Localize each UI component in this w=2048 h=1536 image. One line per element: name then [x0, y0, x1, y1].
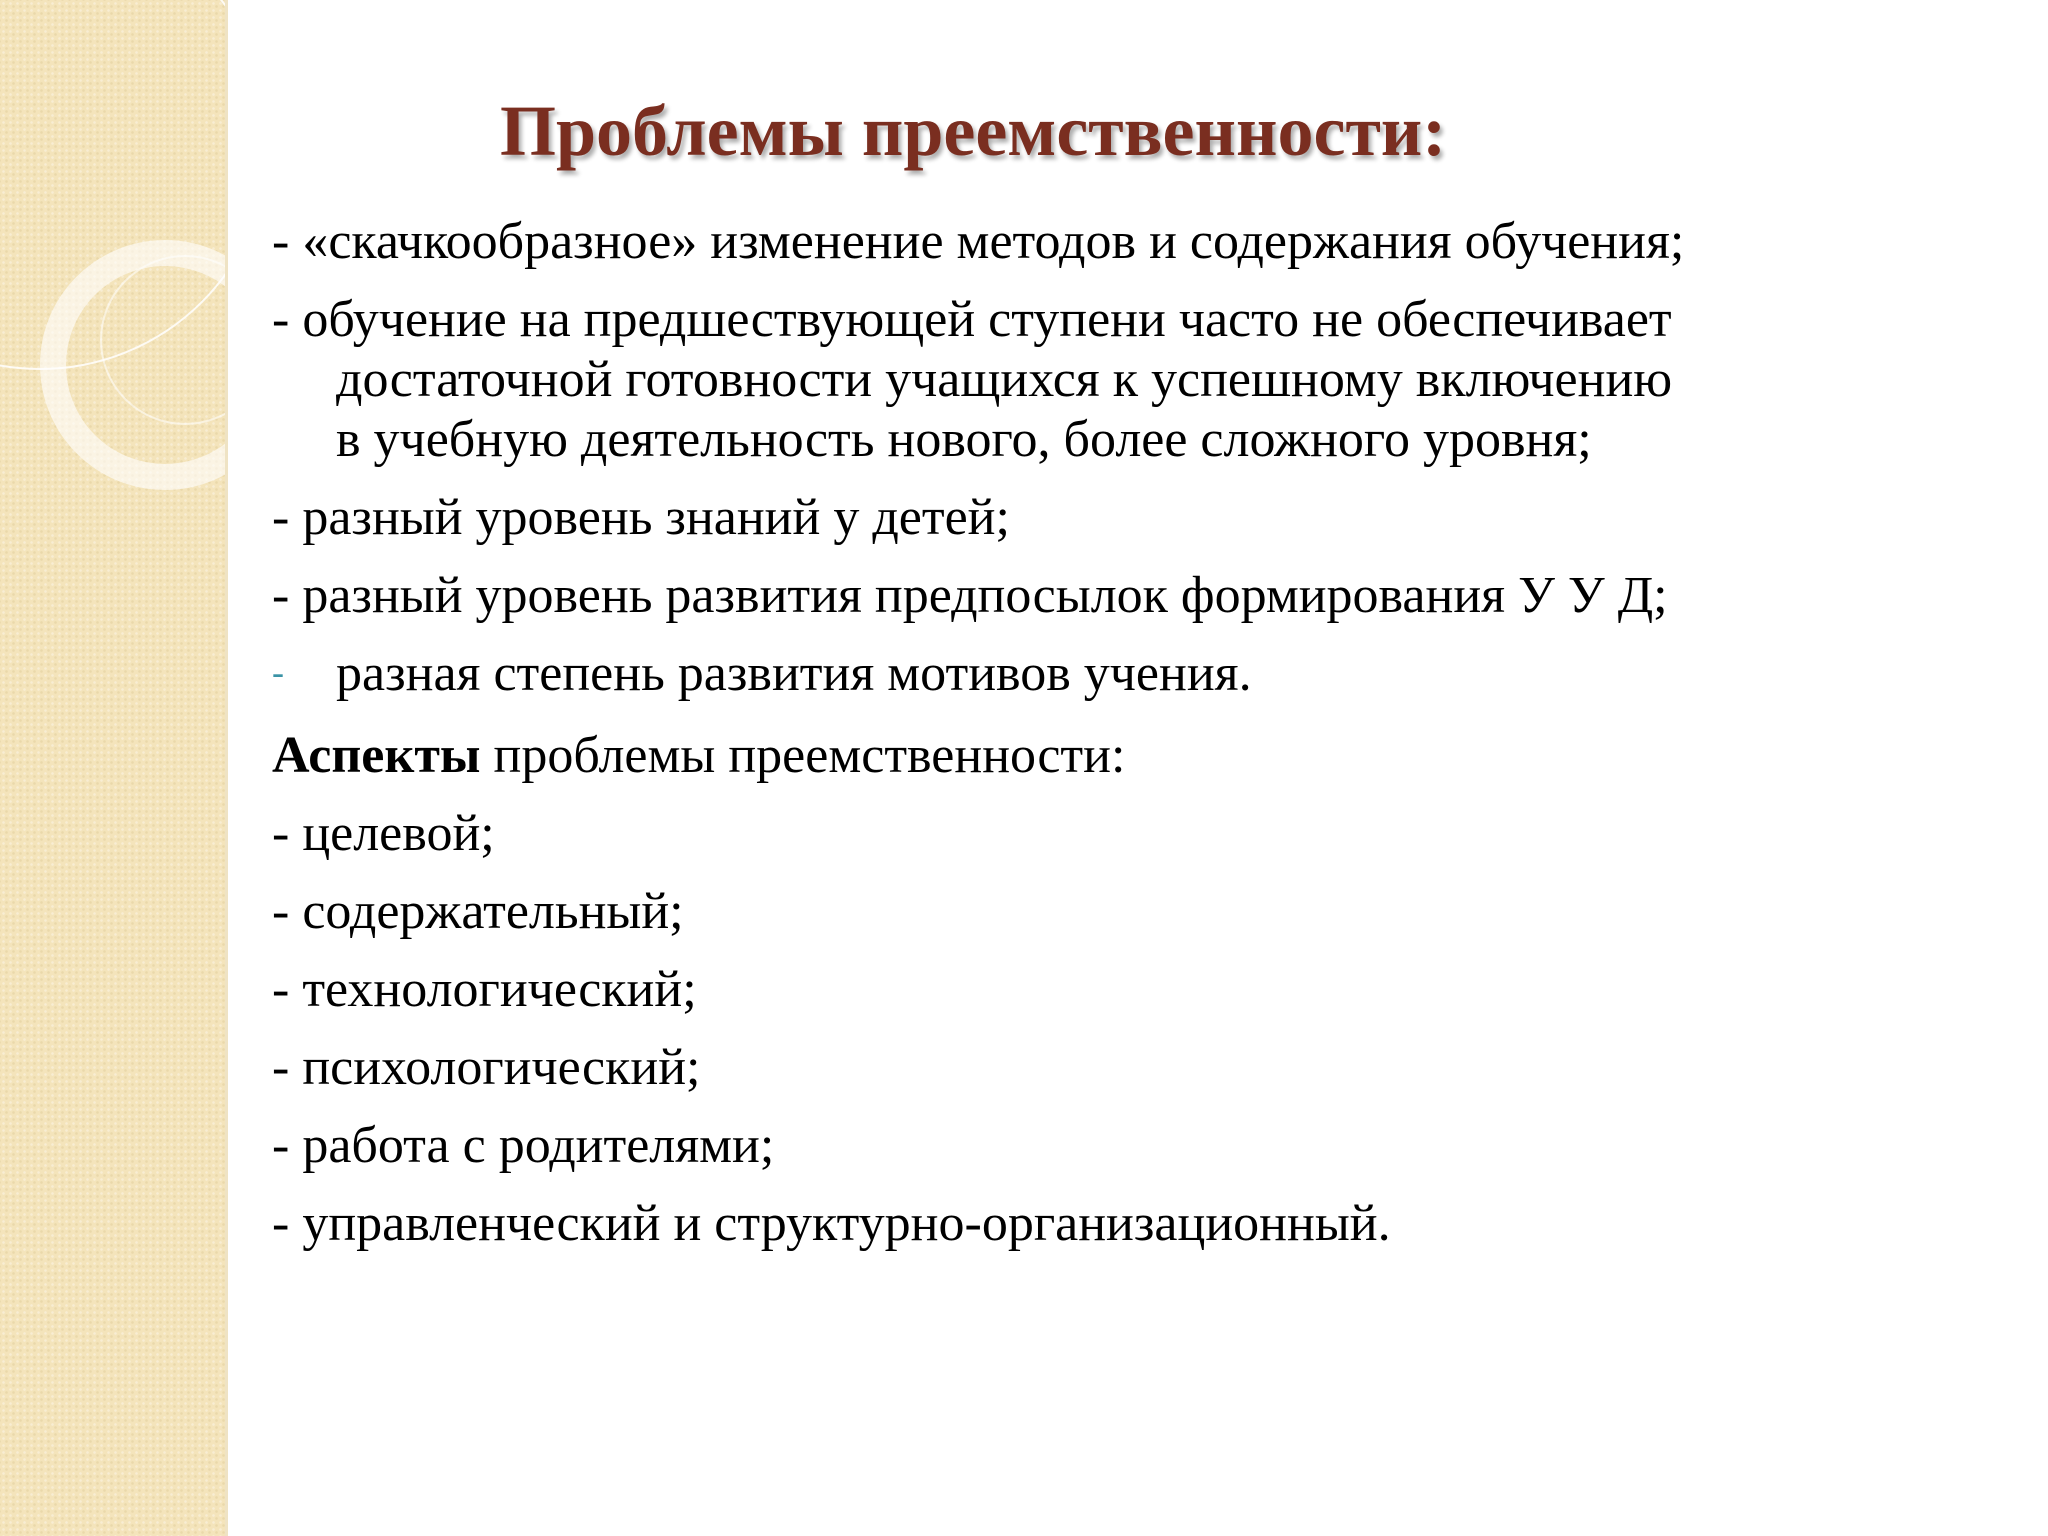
problem-item-multiline [272, 290, 2012, 470]
problem-item: - разный уровень знаний у детей; [272, 489, 1010, 546]
aspects-heading-rest: проблемы преемственности: [480, 727, 1126, 785]
problem-item-continuation: достаточной готовности учащихся к успешному включению [336, 351, 1673, 408]
problem-item-accent [272, 644, 2012, 708]
aspect-item: - содержательный; [272, 883, 684, 941]
accent-dash-marker: - [272, 652, 284, 693]
problem-item-continuation: в учебную деятельность нового, более сложного уровня; [336, 411, 1592, 468]
aspects-heading [272, 726, 2012, 786]
aspect-item: - целевой; [272, 805, 495, 863]
problem-item-first-line: - обучение на предшествующей ступени часто не обеспечивает [272, 291, 1672, 348]
aspect-item: - психологический; [272, 1039, 701, 1097]
aspect-item: - работа с родителями; [272, 1117, 775, 1175]
problem-item-text: разная степень развития мотивов учения. [336, 645, 1252, 702]
problem-item: - разный уровень развития предпосылок формирования У У Д; [272, 567, 1668, 624]
slide-body [272, 212, 2012, 1272]
aspect-item: - технологический; [272, 961, 697, 1019]
aspect-item: - управленческий и структурно-организационный. [272, 1195, 1391, 1253]
decorative-side-panel [0, 0, 228, 1536]
aspects-heading-bold: Аспекты [272, 727, 481, 785]
side-panel-edge [225, 0, 228, 1536]
slide-title: Проблемы преемственности: [500, 91, 1447, 171]
problem-item: - «скачкообразное» изменение методов и содержания обучения; [272, 213, 1685, 270]
